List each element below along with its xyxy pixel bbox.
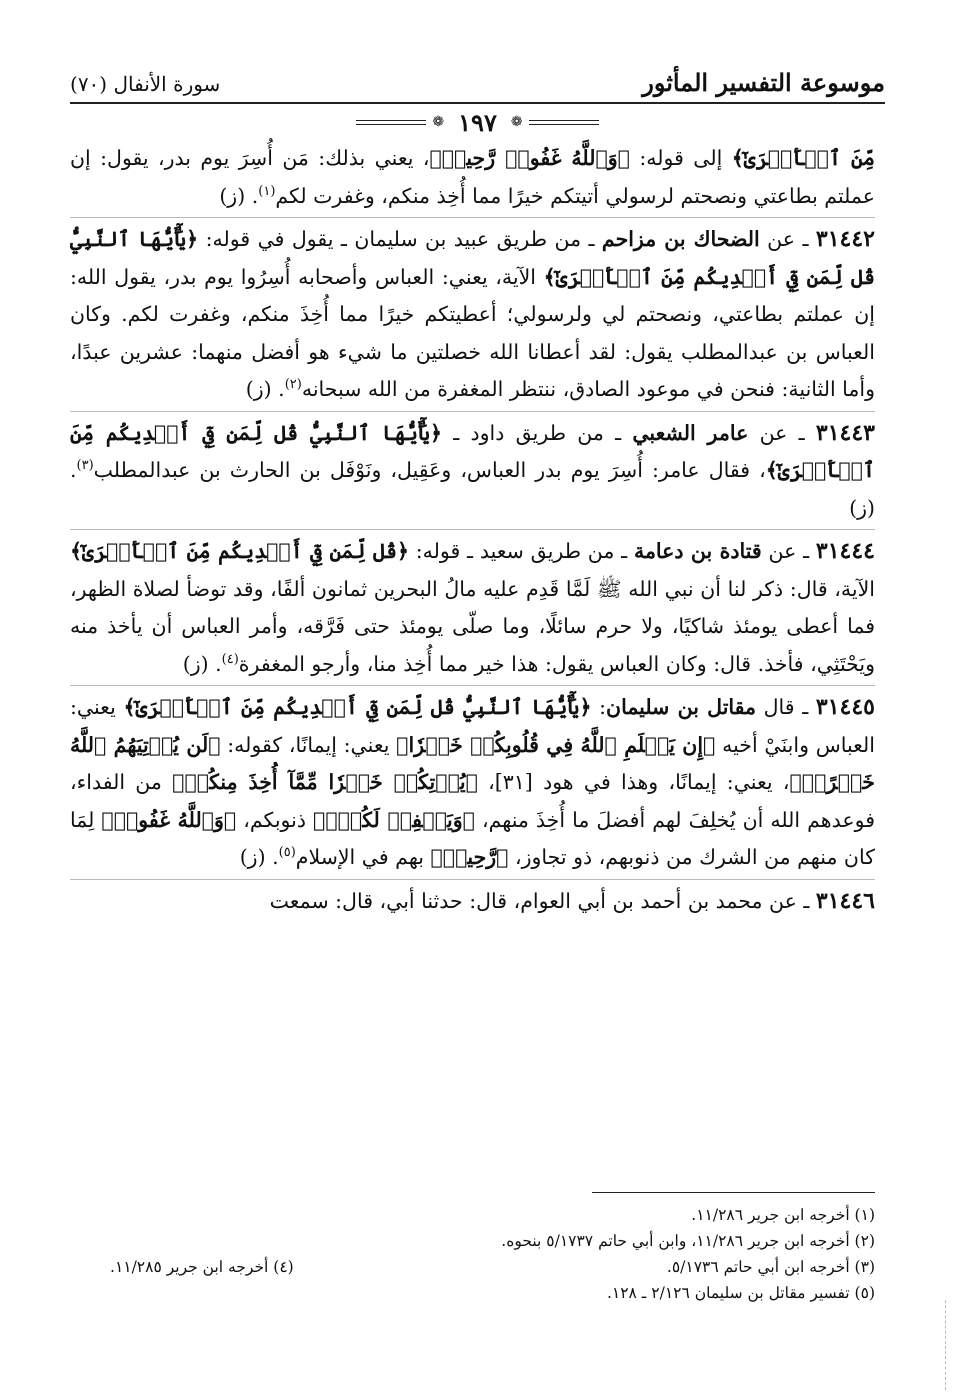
paragraph-divider [70, 879, 875, 880]
ornament-line-left [356, 120, 426, 125]
narration-text: الآية، يعني: العباس وأصحابه أُسِرُوا يوم بدر، يقول الله: إن عملتم بطاعتي، ونصحتم لي ولرسولي؛ أعطيتكم خيرًا مما أُخِذَ منكم، وغفرت لكم. وكان العباس بن عبدالمطلب يقول: لقد أعطانا الله خصلتين ما شيء هو أفضل منهما: عشرين عبدًا، وأما الثانية: فنحن في موعود الصادق، ننتظر المغفرة من الله سبحانه [70, 264, 875, 401]
narration-text: ، يعني بذلك: مَن أُسِرَ يوم بدر، يقول: إن عملتم بطاعتي ونصحتم لرسولي أتيتكم خيرًا مما أُخِذ منكم، وغفرت لكم [70, 146, 875, 208]
book-title: موسوعة التفسير المأثور [642, 68, 885, 97]
quran-verse: ﴿وَيَغۡفِرۡ لَكُمۡۚ﴾ [313, 807, 475, 832]
footnote-1: (١) أخرجه ابن جرير ١١/٢٨٦. [691, 1206, 875, 1224]
surah-title: سورة الأنفال (٧٠) [70, 72, 221, 96]
narration-text: : [591, 695, 607, 719]
quran-verse: ﴿يَٰٓأَيُّهَا ٱلنَّبِيُّ قُل لِّمَن فِيٓ أَيۡدِيكُم مِّنَ ٱلۡأَسۡرَىٰٓ﴾ [123, 695, 592, 719]
quran-verse: ﴿لَن يُؤۡتِيَهُمُ ٱللَّهُ خَيۡرًاۗ﴾ [70, 732, 875, 794]
footnote-2: (٢) أخرجه ابن جرير ١١/٢٨٦، وابن أبي حاتم ٥/١٧٣٧ بنحوه. [501, 1232, 875, 1250]
narration-paragraph [70, 415, 875, 528]
narration-text: الآية، قال: ذكر لنا أن نبي الله ﷺ لَمَّا قَدِم عليه مالُ البحرين ثمانون ألفًا، وقد توضأ لصلاة الظهر، فما أعطى يومئذ شاكيًا، ولا حرم سائلًا، وما صلّى يومئذ حتى فَرَّقه، وأمر العباس أن يأخذ منه ويَحْتَثِي، فأخذ. قال: وكان العباس يقول: هذا خير مما أُخِذ منا، وأرجو المغفرة [70, 576, 875, 676]
page-number: ١٩٧ [458, 107, 497, 137]
paragraph-divider [70, 411, 875, 412]
narration-text: من الفداء، فوعدهم الله أن يُخلِفَ لهم أفضلَ ما أُخِذَ منهم، [70, 770, 875, 832]
narration-text: ـ من طريق داود ـ [442, 420, 633, 445]
footnote-marker: (٤) [221, 651, 239, 667]
narration-paragraph [70, 689, 875, 877]
quran-verse: ﴿وَٱللَّهُ غَفُورٞ﴾ [101, 807, 237, 832]
narration-number: ٣١٤٤٢ [815, 226, 875, 252]
narration-text: ـ من طريق سعيد ـ قوله: [408, 539, 634, 563]
narration-paragraph [70, 140, 875, 215]
scan-margin-marks [945, 1300, 947, 1390]
footnote-4: (٤) أخرجه ابن جرير ١١/٢٨٥. [110, 1258, 294, 1276]
narration-text: . (ز) [219, 183, 259, 208]
narration-text: ـ عن [761, 539, 816, 563]
quran-verse: ﴿قُل لِّمَن فِيٓ أَيۡدِيكُم مِّنَ ٱلۡأَسۡرَىٰٓ﴾ [70, 539, 409, 563]
running-header [70, 62, 885, 104]
narration-text: . (ز) [70, 458, 875, 520]
narration-text: ـ عن [748, 420, 816, 445]
quran-verse: مِّنَ ٱلۡأَسۡرَىٰٓ﴾ [731, 146, 875, 170]
paragraph-divider [70, 685, 875, 686]
narration-text: . (ز) [245, 377, 285, 401]
narration-number: ٣١٤٤٣ [815, 419, 875, 446]
footnote-marker: (٥) [278, 845, 296, 861]
narration-text: . (ز) [182, 651, 222, 676]
main-text [70, 140, 875, 920]
ornament-line-right [529, 120, 599, 125]
footnote-row [110, 1228, 875, 1254]
narration-text: ـ عن [759, 227, 816, 251]
paragraph-divider [70, 217, 875, 218]
ornament-icon-left: ❁ [432, 114, 445, 130]
narrator-name: قتادة بن دعامة [633, 539, 762, 563]
footnote-marker: (٢) [284, 377, 302, 393]
narration-text: ـ قال [756, 695, 816, 719]
narration-text: ، فقال عامر: أُسِرَ يوم بدر العباس، وعَقِيل، ونَوْفَل بن الحارث بن عبدالمطلب [93, 458, 766, 482]
footnote-marker: (١) [258, 183, 276, 199]
quran-verse: ﴿يَٰٓأَيُّهَا ٱلنَّبِيُّ قُل لِّمَن فِيٓ أَيۡدِيكُم مِّنَ ٱلۡأَسۡرَىٰٓ﴾ [70, 227, 875, 289]
narration-text: إلى قوله: [629, 146, 732, 170]
footnote-row [110, 1254, 875, 1280]
narration-text: ـ عن محمد بن أحمد بن أبي العوام، قال: حدثنا أبي، قال: سمعت [269, 888, 816, 913]
narration-text: ، يعني: إيمانًا، وهذا في هود [٣١]، [477, 770, 790, 794]
narration-number: ٣١٤٤٤ [815, 538, 875, 564]
quran-verse: ﴿وَٱللَّهُ غَفُورٞ رَّحِيمٞ﴾ [429, 146, 630, 170]
footnote-row [110, 1280, 875, 1306]
footnote-marker: (٣) [76, 458, 94, 474]
footnote-row [110, 1202, 875, 1228]
narrator-name: الضحاك بن مزاحم [601, 227, 760, 251]
footnote-5: (٥) تفسير مقاتل بن سليمان ٢/١٢٦ ـ ١٢٨. [606, 1284, 875, 1302]
narrator-name: عامر الشعبي [632, 420, 749, 445]
narration-text: . (ز) [239, 845, 279, 869]
ornament-icon-right: ❁ [510, 114, 523, 130]
narration-text: بهم في الإسلام [295, 845, 431, 869]
narration-number: ٣١٤٤٥ [815, 694, 875, 720]
footnote-3: (٣) أخرجه ابن أبي حاتم ٥/١٧٣٦. [666, 1258, 875, 1276]
narration-text: يعني: إيمانًا، كقوله: [220, 732, 397, 757]
footnote-separator [592, 1192, 875, 1193]
paragraph-divider [70, 529, 875, 530]
narration-text: ـ من طريق عبيد بن سليمان ـ يقول في قوله: [198, 227, 602, 251]
quran-verse: ﴿إِن يَعۡلَمِ ٱللَّهُ فِي قُلُوبِكُمۡ خَيۡرٗا﴾ [396, 732, 716, 757]
narration-number: ٣١٤٤٦ [815, 887, 875, 914]
page-number-ornament [0, 108, 955, 136]
footnotes [110, 1202, 875, 1306]
narration-text: ذنوبكم، [236, 807, 314, 832]
narration-paragraph [70, 533, 875, 683]
quran-verse: ﴿رَّحِيمٞ﴾ [430, 845, 509, 869]
quran-verse: ﴿يَٰٓأَيُّهَا ٱلنَّبِيُّ قُل لِّمَن فِيٓ أَيۡدِيكُم مِّنَ ٱلۡأَسۡرَىٰٓ﴾ [70, 420, 875, 482]
narration-paragraph [70, 221, 875, 409]
narration-text: لِمَا كان منهم من الشرك من ذنوبهم، ذو تجاوز، [70, 807, 875, 869]
narrator-name: مقاتل بن سليمان [606, 695, 757, 719]
narration-text: يعني: العباس وابنَيْ أخيه [70, 695, 875, 757]
narration-paragraph [70, 883, 875, 921]
quran-verse: ﴿يُؤۡتِكُمۡ خَيۡرٗا مِّمَّآ أُخِذَ مِنكُمۡ﴾ [172, 770, 478, 794]
